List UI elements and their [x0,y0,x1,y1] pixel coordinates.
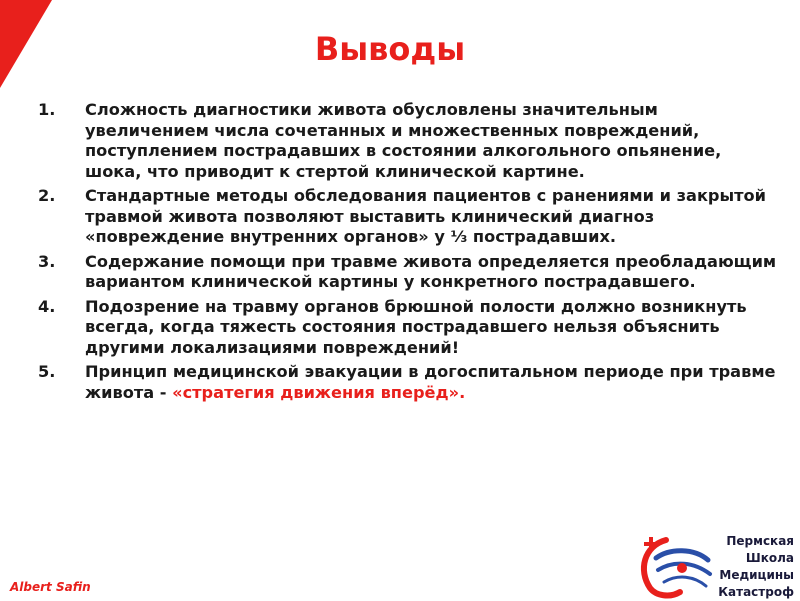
school-name-line: Школа [745,551,794,565]
item-number: 5. [38,362,56,381]
list-item [38,362,778,403]
list-item [38,100,778,182]
school-name-line: Катастроф [718,585,794,599]
item-number: 2. [38,186,56,205]
school-name-line: Медицины [719,568,794,582]
item-text-main: Принцип медицинской эвакуации в догоспитальном периоде при травме живота - [85,362,776,402]
item-number: 3. [38,251,56,271]
list-item [38,297,778,359]
item-number: 1. [38,100,56,119]
item-text: Содержание помощи при травме живота определяется преобладающим вариантом клинической картины у конкретного пострадавшего. [85,251,777,291]
item-text: Стандартные методы обследования пациентов с ранениями и закрытой травмой живота позволяют выставить клинический диагноз «повреждение внутренних органов» у ⅓ пострадавших. [85,186,766,246]
school-emblem-icon [636,530,716,600]
conclusions-list [38,100,778,407]
author-signature: Albert Safin [10,580,91,594]
item-number: 4. [38,296,56,316]
page-title: Выводы [314,30,466,68]
item-text [85,362,778,403]
school-name [718,533,794,601]
item-text-highlight: «стратегия движения вперёд». [172,382,466,402]
item-text: Сложность диагностики живота обусловлены значительным увеличением числа сочетанных и множественных повреждений, поступлением пострадавших в состоянии алкогольного опьянение, шока, что приводит к стертой клинической картине. [85,100,722,181]
school-name-line: Пермская [726,534,794,548]
item-text: Подозрение на травму органов брюшной полости должно возникнуть всегда, когда тяжесть состояния пострадавшего нельзя объяснить другими локализациями повреждений! [85,296,747,357]
list-item [38,252,778,293]
list-item [38,186,778,248]
